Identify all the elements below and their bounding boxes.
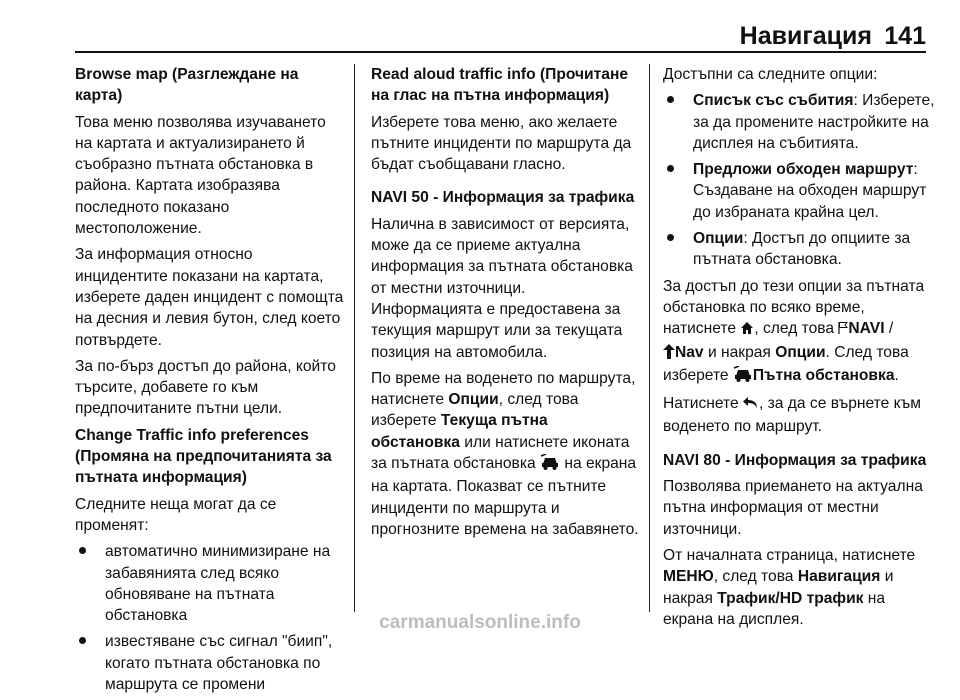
- section-heading: NAVI 80 - Информация за трафика: [663, 451, 927, 469]
- paragraph: По време на воденето по маршрута, натиснете Опции, след това изберете Текуща пътна обстановка или натиснете иконата за пътната обстановка на екрана на картата. Показват се пътните инциденти по маршрута и прогнозните времена на забавянето.: [371, 369, 639, 538]
- paragraph: Достъпни са следните опции:: [663, 66, 878, 83]
- bullet-icon: [79, 637, 86, 644]
- list-item: Опции: Достъп до опциите за пътната обстановка.: [663, 228, 939, 271]
- section-heading: Change Traffic info preferences (Промяна на предпочитанията за пътната информация): [75, 426, 332, 487]
- list-item: автоматично минимизиране на забавянията след всяко обновяване на пътната обстановка: [75, 541, 345, 626]
- column-divider: [649, 64, 650, 612]
- paragraph: Налична в зависимост от версията, може да се приеме актуална информация за пътната обстановка от местни източници. Информацията е предоставена за текущия маршрут или за текущата позиция на автомобила.: [371, 215, 633, 361]
- column-divider: [354, 64, 355, 612]
- list-item: Списък със събития: Изберете, за да промените настройките на дисплея на събитията.: [663, 90, 939, 154]
- page-number: 141: [884, 22, 926, 50]
- list-item: известяване със сигнал "биип", когато пътната обстановка по маршрута се промени: [75, 631, 345, 695]
- bullet-list: [663, 90, 939, 270]
- traffic-car-icon: [733, 366, 753, 388]
- paragraph: Това меню позволява изучаването на картата и актуализирането й съобразно пътната обстановка в района. Картата изобразява последното показано местоположение.: [75, 113, 326, 238]
- paragraph: Позволява приемането на актуална пътна информация от местни източници.: [663, 478, 923, 538]
- paragraph: За по-бърз достъп до района, който търсите, добавете го към предпочитаните пътни цели.: [75, 357, 336, 418]
- header-rule: [75, 51, 926, 53]
- watermark: carmanualsonline.info: [379, 612, 581, 633]
- back-arrow-icon: [743, 395, 759, 416]
- paragraph: За информация относно инцидентите показани на картата, изберете даден инцидент с помощта на десния и левия бутон, след което потвърдете.: [75, 246, 344, 349]
- home-icon: [740, 320, 754, 341]
- list-item: Предложи обходен маршрут: Създаване на обходен маршрут до избраната крайна цел.: [663, 159, 939, 223]
- paragraph: За достъп до тези опции за пътната обстановка по всяко време, натиснете , след това NAVI / Nav и накрая Опции. След това изберете Пътна обстановка.: [663, 276, 939, 388]
- bullet-icon: [667, 165, 674, 172]
- bullet-icon: [79, 547, 86, 554]
- column-3: [663, 64, 939, 635]
- paragraph: Изберете това меню, ако желаете пътните инциденти по маршрута да бъдат съобщавани гласно.: [371, 113, 632, 174]
- section-heading: Browse map (Разглеждане на карта): [75, 66, 299, 105]
- section-heading: Read aloud traffic info (Прочитане на глас на пътна информация): [371, 66, 629, 105]
- page-title: Навигация: [739, 22, 872, 50]
- paragraph: От началната страница, натиснете МЕНЮ, след това Навигация и накрая Трафик/HD трафик на екрана на дисплея.: [663, 546, 916, 628]
- nav-arrow-icon: [663, 344, 675, 365]
- section-heading: NAVI 50 - Информация за трафика: [371, 189, 635, 207]
- bullet-icon: [667, 234, 674, 241]
- paragraph: Натиснете , за да се върнете към воденето по маршрут.: [663, 395, 921, 436]
- flag-icon: [838, 320, 848, 341]
- column-1: [75, 64, 345, 700]
- column-2: [371, 64, 639, 545]
- bullet-icon: [667, 96, 674, 103]
- page-header: [0, 0, 960, 58]
- traffic-car-icon: [540, 454, 560, 476]
- paragraph: Следните неща могат да се променят:: [75, 495, 277, 534]
